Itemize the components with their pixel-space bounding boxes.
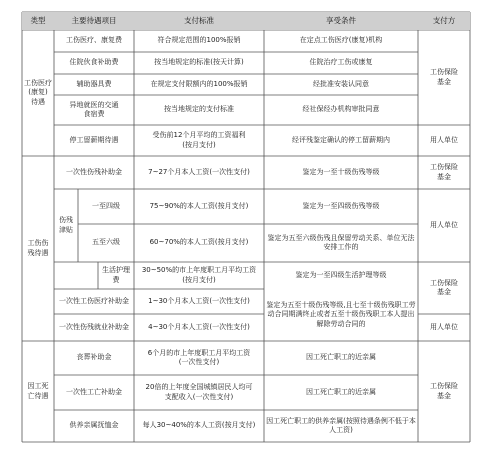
header-standard: 支付标准 xyxy=(134,12,264,30)
payer-medical-fund: 工伤保险 基金 xyxy=(430,68,458,86)
item-d1: 一次性伤残补助金 xyxy=(66,167,122,176)
item-m3: 辅助器具费 xyxy=(76,79,112,88)
item-d2b: 五至六级 xyxy=(92,238,120,247)
standard-m2: 按当地规定的标准(按天计算) xyxy=(154,58,244,67)
standard-x1: 6个月的市上年度职工月平均工资 (一次性支付) xyxy=(147,348,251,366)
item-d5: 一次性伤残就业补助金 xyxy=(59,322,129,331)
standard-d2b: 60~70%的本人工资(按月支付) xyxy=(149,238,249,247)
item-d3: 生活护理费 xyxy=(102,266,130,284)
item-x3: 供养亲属抚恤金 xyxy=(69,421,119,430)
item-m2: 住院伙食补助费 xyxy=(69,58,119,67)
group-medical: 工伤医疗 (康复) 待遇 xyxy=(24,79,52,106)
standard-d5: 4~30个月本人工资(一次性支付) xyxy=(148,322,250,331)
standard-m1: 符合规定范围的100%报销 xyxy=(157,36,241,45)
subgroup-allowance: 伤残津贴 xyxy=(59,216,73,234)
item-m5: 停工留薪期待遇 xyxy=(69,135,119,144)
standard-x2: 20倍的上年度全国城镇居民人均可 支配收入(一次性支付) xyxy=(145,383,253,401)
condition-d2b: 鉴定为五至六级伤残且保留劳动关系、单位无法安排工作的 xyxy=(267,233,415,251)
condition-d45: 鉴定为五至十级伤残等级,且七至十级伤残职工劳动合同期满终止或者五至十级伤残职工本人提出解除劳动合同的 xyxy=(266,301,416,328)
condition-d1: 鉴定为一至十级伤残等级 xyxy=(302,167,380,176)
standard-m5: 受伤前12个月平均的工资福利 (按月支付) xyxy=(152,131,246,149)
condition-d3: 鉴定为一至四级生活护理等级 xyxy=(295,270,387,279)
condition-x1: 因工死亡职工的近亲属 xyxy=(306,353,376,362)
condition-m3: 经批准安装认同意 xyxy=(313,79,369,88)
payer-death-fund: 工伤保险 基金 xyxy=(430,382,458,400)
item-x1: 丧葬补助金 xyxy=(76,353,112,362)
header-item: 主要待遇项目 xyxy=(54,12,134,30)
standard-d1: 7~27个月本人工资(一次性支付) xyxy=(148,167,250,176)
condition-m5: 经评残鉴定确认的停工留薪期内 xyxy=(292,135,390,144)
condition-x2: 因工死亡职工的近亲属 xyxy=(306,387,376,396)
standard-m3: 在规定支付限额内的100%报销 xyxy=(150,79,248,88)
payer-disability-fund: 工伤保险 基金 xyxy=(430,163,458,181)
header-payer: 支付方 xyxy=(418,12,470,30)
payer-medical-employer: 用人单位 xyxy=(430,135,458,144)
standard-d3: 30~50%的市上年度职工月平均工资 (按月支付) xyxy=(141,266,257,284)
payer-disability-employer: 用人单位 xyxy=(430,322,458,331)
condition-x3: 因工死亡职工的供养亲属(按照待遇条例不低于本人工资) xyxy=(266,416,416,434)
condition-m4: 经社保经办机构审批同意 xyxy=(302,105,380,114)
item-d4: 一次性工伤医疗补助金 xyxy=(59,296,129,305)
standard-d2a: 75~90%的本人工资(按月支付) xyxy=(149,201,249,210)
condition-m2: 住院治疗工伤或康复 xyxy=(309,58,373,67)
header-condition: 享受条件 xyxy=(264,12,418,30)
condition-m1: 在定点工伤医疗(康复)机构 xyxy=(299,36,383,45)
standard-x3: 每人30~40%的本人工资(按月支付) xyxy=(142,421,256,430)
group-death: 因工死 亡待遇 xyxy=(27,382,49,400)
payer-allowance-employer: 用人单位 xyxy=(430,220,458,229)
condition-d2a: 鉴定为一至四级伤残等级 xyxy=(302,201,380,210)
standard-d4: 1~30个月本人工资(一次性支付) xyxy=(148,296,250,305)
item-x2: 一次性工亡补助金 xyxy=(66,387,122,396)
group-disability: 工伤伤 残待遇 xyxy=(27,239,49,257)
item-m4: 异地就医的交通 食宿费 xyxy=(69,100,119,118)
header-type: 类型 xyxy=(22,12,54,30)
item-m1: 工伤医疗、康复费 xyxy=(66,36,122,45)
payer-disability-fund-2: 工伤保险 基金 xyxy=(430,278,458,296)
item-d2a: 一至四级 xyxy=(92,201,120,210)
standard-m4: 按当地规定的支付标准 xyxy=(164,105,234,114)
